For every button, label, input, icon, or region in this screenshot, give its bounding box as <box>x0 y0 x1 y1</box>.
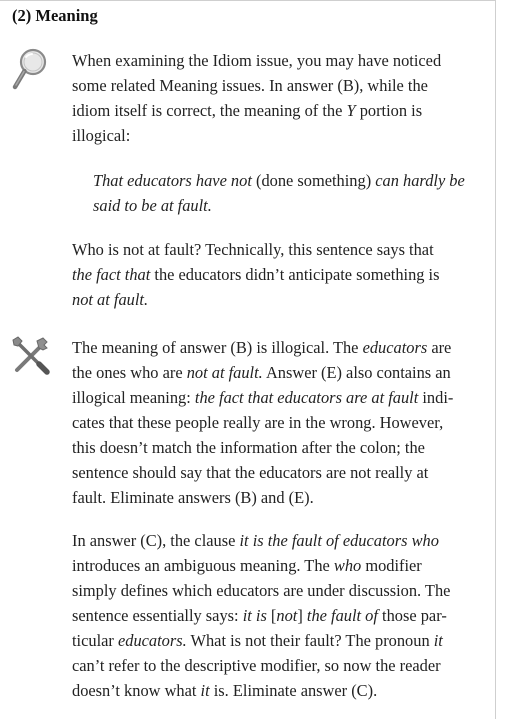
text-run: illogical: <box>72 126 131 145</box>
text-line <box>72 553 482 578</box>
text-line <box>72 73 482 98</box>
paragraph-idiom-note <box>72 48 482 148</box>
italic-run: Y <box>346 101 356 120</box>
italic-run: not at fault. <box>186 363 263 382</box>
paragraph-answer-b-e <box>72 335 482 510</box>
text-run: are <box>427 338 452 357</box>
italic-run: not at fault. <box>72 290 149 309</box>
text-run: this doesn’t match the information after the colon; the <box>72 438 425 457</box>
italic-run: it <box>200 681 210 700</box>
text-line <box>72 435 482 460</box>
quote-example <box>93 168 483 218</box>
text-run: When examining the Idiom issue, you may have noticed <box>72 51 442 70</box>
paragraph-answer-c <box>72 528 482 703</box>
text-run: doesn’t know what <box>72 681 201 700</box>
text-run: can’t refer to the descriptive modifier, so now the reader <box>72 656 441 675</box>
text-line <box>93 193 483 218</box>
frame-top-border <box>0 0 496 1</box>
italic-run: can hardly be <box>375 171 465 190</box>
paragraph-who-not-at-fault <box>72 237 482 312</box>
italic-run: it <box>433 631 443 650</box>
text-run: ticular <box>72 631 118 650</box>
italic-run: educators. <box>117 631 187 650</box>
text-line <box>72 460 482 485</box>
text-run: indi- <box>418 388 454 407</box>
text-line <box>72 578 482 603</box>
tools-icon <box>10 335 52 377</box>
text-run: ] <box>297 606 307 625</box>
italic-run: the fault of <box>306 606 378 625</box>
text-line <box>93 168 483 193</box>
italic-run: it is the fault of educators who <box>239 531 439 550</box>
italic-run: educators <box>362 338 428 357</box>
text-run: those par- <box>377 606 447 625</box>
text-run: portion is <box>355 101 423 120</box>
text-line <box>72 123 482 148</box>
text-run: What is not their fault? The pronoun <box>186 631 434 650</box>
italic-run: That educators have not <box>93 171 252 190</box>
text-line <box>72 678 482 703</box>
italic-run: the fact that <box>72 265 151 284</box>
text-run: illogical meaning: <box>72 388 195 407</box>
text-run: idiom itself is correct, the meaning of the <box>72 101 347 120</box>
text-line <box>72 48 482 73</box>
text-run: fault. Eliminate answers (B) and (E). <box>72 488 314 507</box>
text-run: Answer (E) also contains an <box>262 363 451 382</box>
text-run: introduces an ambiguous meaning. The <box>72 556 334 575</box>
text-line <box>72 528 482 553</box>
text-line <box>72 360 482 385</box>
italic-run: it is <box>242 606 267 625</box>
text-line <box>72 628 482 653</box>
magnifier-icon <box>10 46 50 96</box>
italic-run: not <box>276 606 298 625</box>
text-line <box>72 485 482 510</box>
italic-run: the fact that educators are at fault <box>194 388 419 407</box>
text-line <box>72 653 482 678</box>
frame-right-border <box>495 0 496 719</box>
text-line <box>72 410 482 435</box>
text-line <box>72 335 482 360</box>
text-line <box>72 262 482 287</box>
italic-run: said to be at fault. <box>93 196 212 215</box>
text-line <box>72 287 482 312</box>
text-run: the educators didn’t anticipate something is <box>150 265 440 284</box>
text-run: In answer (C), the clause <box>72 531 240 550</box>
text-run: some related Meaning issues. In answer (B), while the <box>72 76 428 95</box>
text-run: the ones who are <box>72 363 187 382</box>
text-line <box>72 237 482 262</box>
text-run: [ <box>266 606 277 625</box>
text-line <box>72 385 482 410</box>
text-line <box>72 98 482 123</box>
text-run: sentence should say that the educators are not really at <box>72 463 429 482</box>
text-run: simply defines which educators are under discussion. The <box>72 581 451 600</box>
italic-run: who <box>333 556 362 575</box>
text-run: Who is not at fault? Technically, this sentence says that <box>72 240 434 259</box>
text-run: modifier <box>361 556 422 575</box>
text-run: The meaning of answer (B) is illogical. The <box>72 338 363 357</box>
text-run: sentence essentially says: <box>72 606 243 625</box>
text-line <box>72 603 482 628</box>
section-heading: (2) Meaning <box>12 6 98 25</box>
text-run: cates that these people really are in the wrong. However, <box>72 413 444 432</box>
text-run: is. Eliminate answer (C). <box>209 681 378 700</box>
text-run: (done something) <box>251 171 376 190</box>
